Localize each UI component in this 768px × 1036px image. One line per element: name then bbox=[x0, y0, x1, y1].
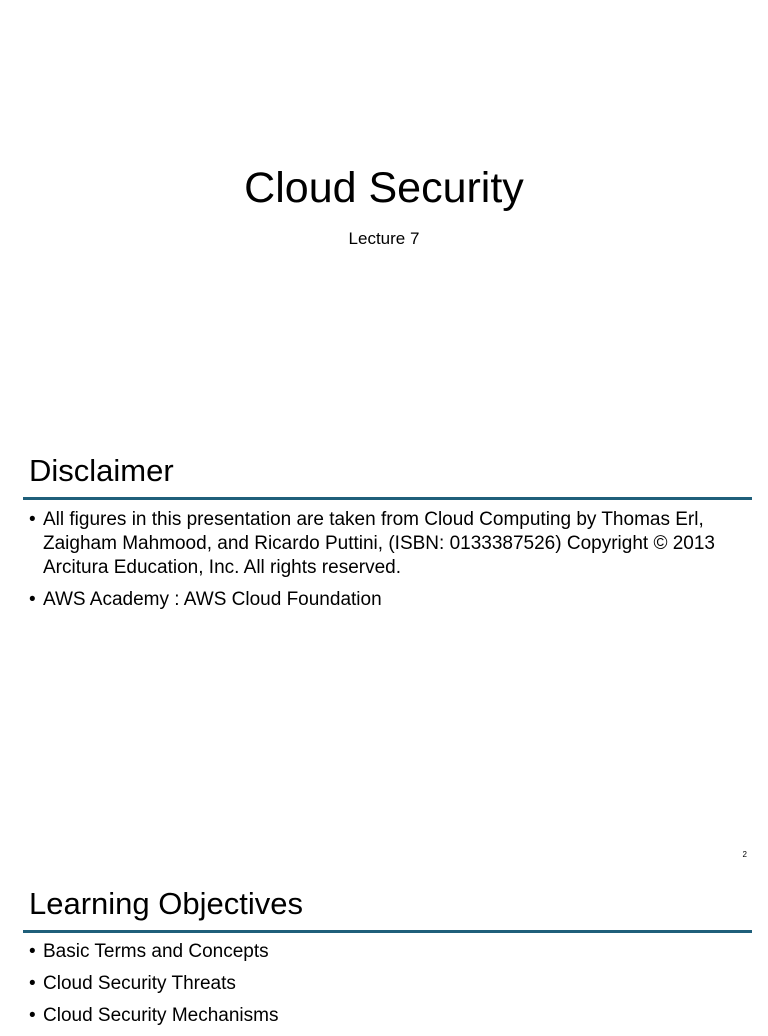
bullet-item: • All figures in this presentation are taken from Cloud Computing by Thomas Erl, Zaigham Mahmood, and Ricardo Puttini, (ISBN: 0133387526) Copyright © 2013 Arcitura Education, Inc. All rights reserved. bbox=[29, 508, 751, 580]
slide-title-page bbox=[0, 0, 768, 432]
objectives-heading: Learning Objectives bbox=[29, 886, 303, 921]
bullet-item: • AWS Academy : AWS Cloud Foundation bbox=[29, 588, 751, 612]
objectives-bullet-list bbox=[29, 940, 749, 1036]
presentation-subtitle: Lecture 7 bbox=[348, 229, 420, 248]
bullet-item: • Cloud Security Threats bbox=[29, 972, 749, 996]
heading-divider bbox=[23, 930, 752, 933]
bullet-item: • Basic Terms and Concepts bbox=[29, 940, 749, 964]
presentation-title: Cloud Security bbox=[244, 164, 524, 212]
heading-divider bbox=[23, 497, 752, 500]
bullet-item: • Cloud Security Mechanisms bbox=[29, 1004, 749, 1028]
page-number: 2 bbox=[742, 850, 747, 859]
disclaimer-heading: Disclaimer bbox=[29, 453, 174, 488]
disclaimer-bullet-list bbox=[29, 508, 751, 620]
